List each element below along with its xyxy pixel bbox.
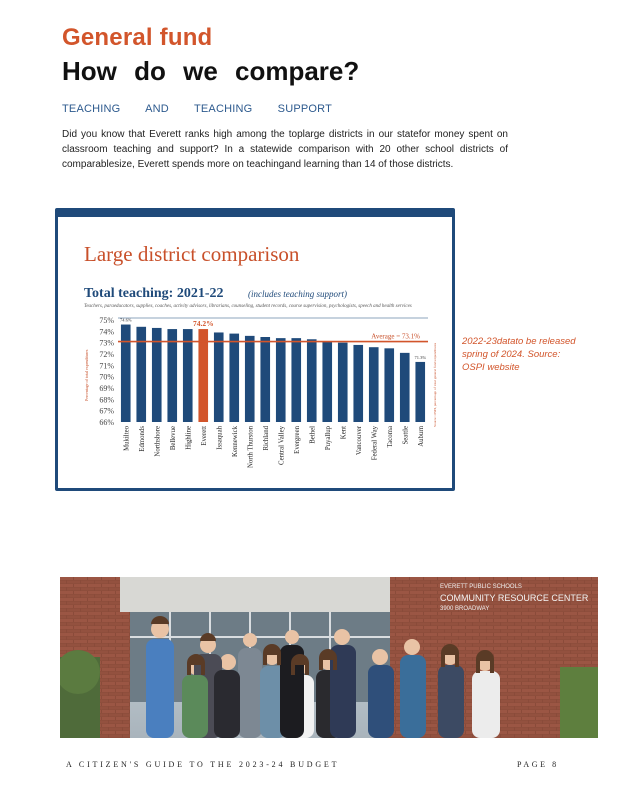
x-tick-label: Bethel: [309, 426, 317, 444]
chart-frame: [55, 208, 455, 491]
bar: [338, 343, 348, 422]
bar: [229, 334, 239, 422]
bar: [276, 338, 286, 422]
sign-line-3: 3900 BROADWAY: [440, 606, 490, 612]
y-tick-label: 66%: [99, 418, 114, 427]
photo-illustration: [60, 577, 598, 738]
staff-group-photo: [60, 577, 598, 738]
bar: [167, 329, 177, 422]
chart-source-note: Source: OSPI, percentage of total general fund expenditures: [433, 342, 437, 427]
footer-guide-title: A CITIZEN'S GUIDE TO THE 2023-24 BUDGET: [66, 760, 340, 769]
bar: [245, 336, 255, 422]
bar: [307, 339, 317, 422]
x-tick-label: Vancouver: [355, 426, 363, 456]
chart-description: Teachers, paraeducators, supplies, coaches, activity advisors, librarians, counseling, student records, course supervision, psychologists, speech and health services: [84, 304, 412, 309]
bar: [260, 337, 270, 422]
x-tick-label: Mukilteo: [123, 426, 131, 451]
bar: [183, 329, 193, 422]
side-note: 2022-23datato be released spring of 2024. Source: OSPI website: [462, 336, 576, 373]
x-tick-label: Seattle: [402, 426, 410, 445]
x-tick-label: Kent: [340, 426, 348, 440]
bar: [322, 342, 332, 422]
data-label: 74.2%: [192, 319, 214, 329]
y-tick-label: 70%: [99, 372, 114, 382]
x-tick-label: Tacoma: [386, 426, 394, 448]
footer-page-number: PAGE 8: [517, 760, 559, 769]
x-tick-label: Evergreen: [293, 426, 301, 454]
bar: [384, 348, 394, 422]
data-label: 71.3%: [414, 354, 427, 360]
chart-subtitle: Total teaching: 2021-22: [84, 286, 224, 301]
x-tick-label: Northshore: [154, 426, 162, 457]
page-title: How do we compare?: [62, 56, 360, 86]
y-tick-label: 75%: [99, 316, 114, 325]
chart-subtitle-note: (includes teaching support): [248, 289, 347, 299]
intro-paragraph: Did you know that Everett ranks high among the toplarge districts in our statefor money spent on classroom teaching and support? In a statewide comparison with 20 other school districts of comparablesize, Everett spends more on teachingand learning than 14 of those districts.: [62, 129, 508, 170]
section-subheading: TEACHING AND TEACHING SUPPORT: [62, 103, 333, 115]
bar-chart: [58, 217, 452, 488]
bar: [400, 353, 410, 422]
x-tick-label: Bellevue: [169, 426, 177, 451]
sign-line-1: EVERETT PUBLIC SCHOOLS: [440, 584, 522, 590]
x-tick-label: Kennewick: [231, 426, 239, 457]
x-tick-label: Highline: [185, 426, 193, 450]
x-axis: [123, 425, 425, 468]
chart-title: Large district comparison: [84, 242, 300, 266]
bar: [214, 332, 224, 422]
x-tick-label: Edmonds: [138, 426, 146, 452]
y-tick-label: 72%: [99, 350, 114, 359]
x-tick-label: Puyallup: [324, 426, 332, 451]
x-tick-label: Everett: [200, 426, 208, 446]
bar: [353, 345, 363, 422]
bar: [415, 362, 425, 422]
y-axis-label: Percentage of total expenditures: [84, 349, 89, 401]
x-tick-label: Auburn: [417, 426, 425, 447]
x-tick-label: Richland: [262, 426, 270, 451]
bar-highlight: [198, 329, 208, 422]
x-tick-label: North Thurston: [247, 426, 255, 468]
x-tick-label: Central Valley: [278, 426, 286, 465]
y-tick-label: 68%: [99, 395, 114, 405]
y-tick-label: 73%: [99, 338, 114, 348]
x-tick-label: Issaquah: [216, 426, 224, 450]
bar: [369, 347, 379, 422]
section-label: General fund: [62, 24, 213, 51]
bar: [121, 325, 131, 422]
sign-line-2: COMMUNITY RESOURCE CENTER: [440, 593, 589, 603]
y-tick-label: 71%: [99, 361, 114, 371]
y-tick-label: 74%: [99, 327, 114, 337]
y-tick-label: 69%: [99, 384, 114, 393]
bar: [291, 338, 301, 422]
x-tick-label: Federal Way: [371, 426, 379, 461]
average-label: Average = 73.1%: [371, 332, 420, 341]
y-tick-label: 67%: [99, 406, 114, 416]
data-label: 74.6%: [119, 317, 132, 323]
